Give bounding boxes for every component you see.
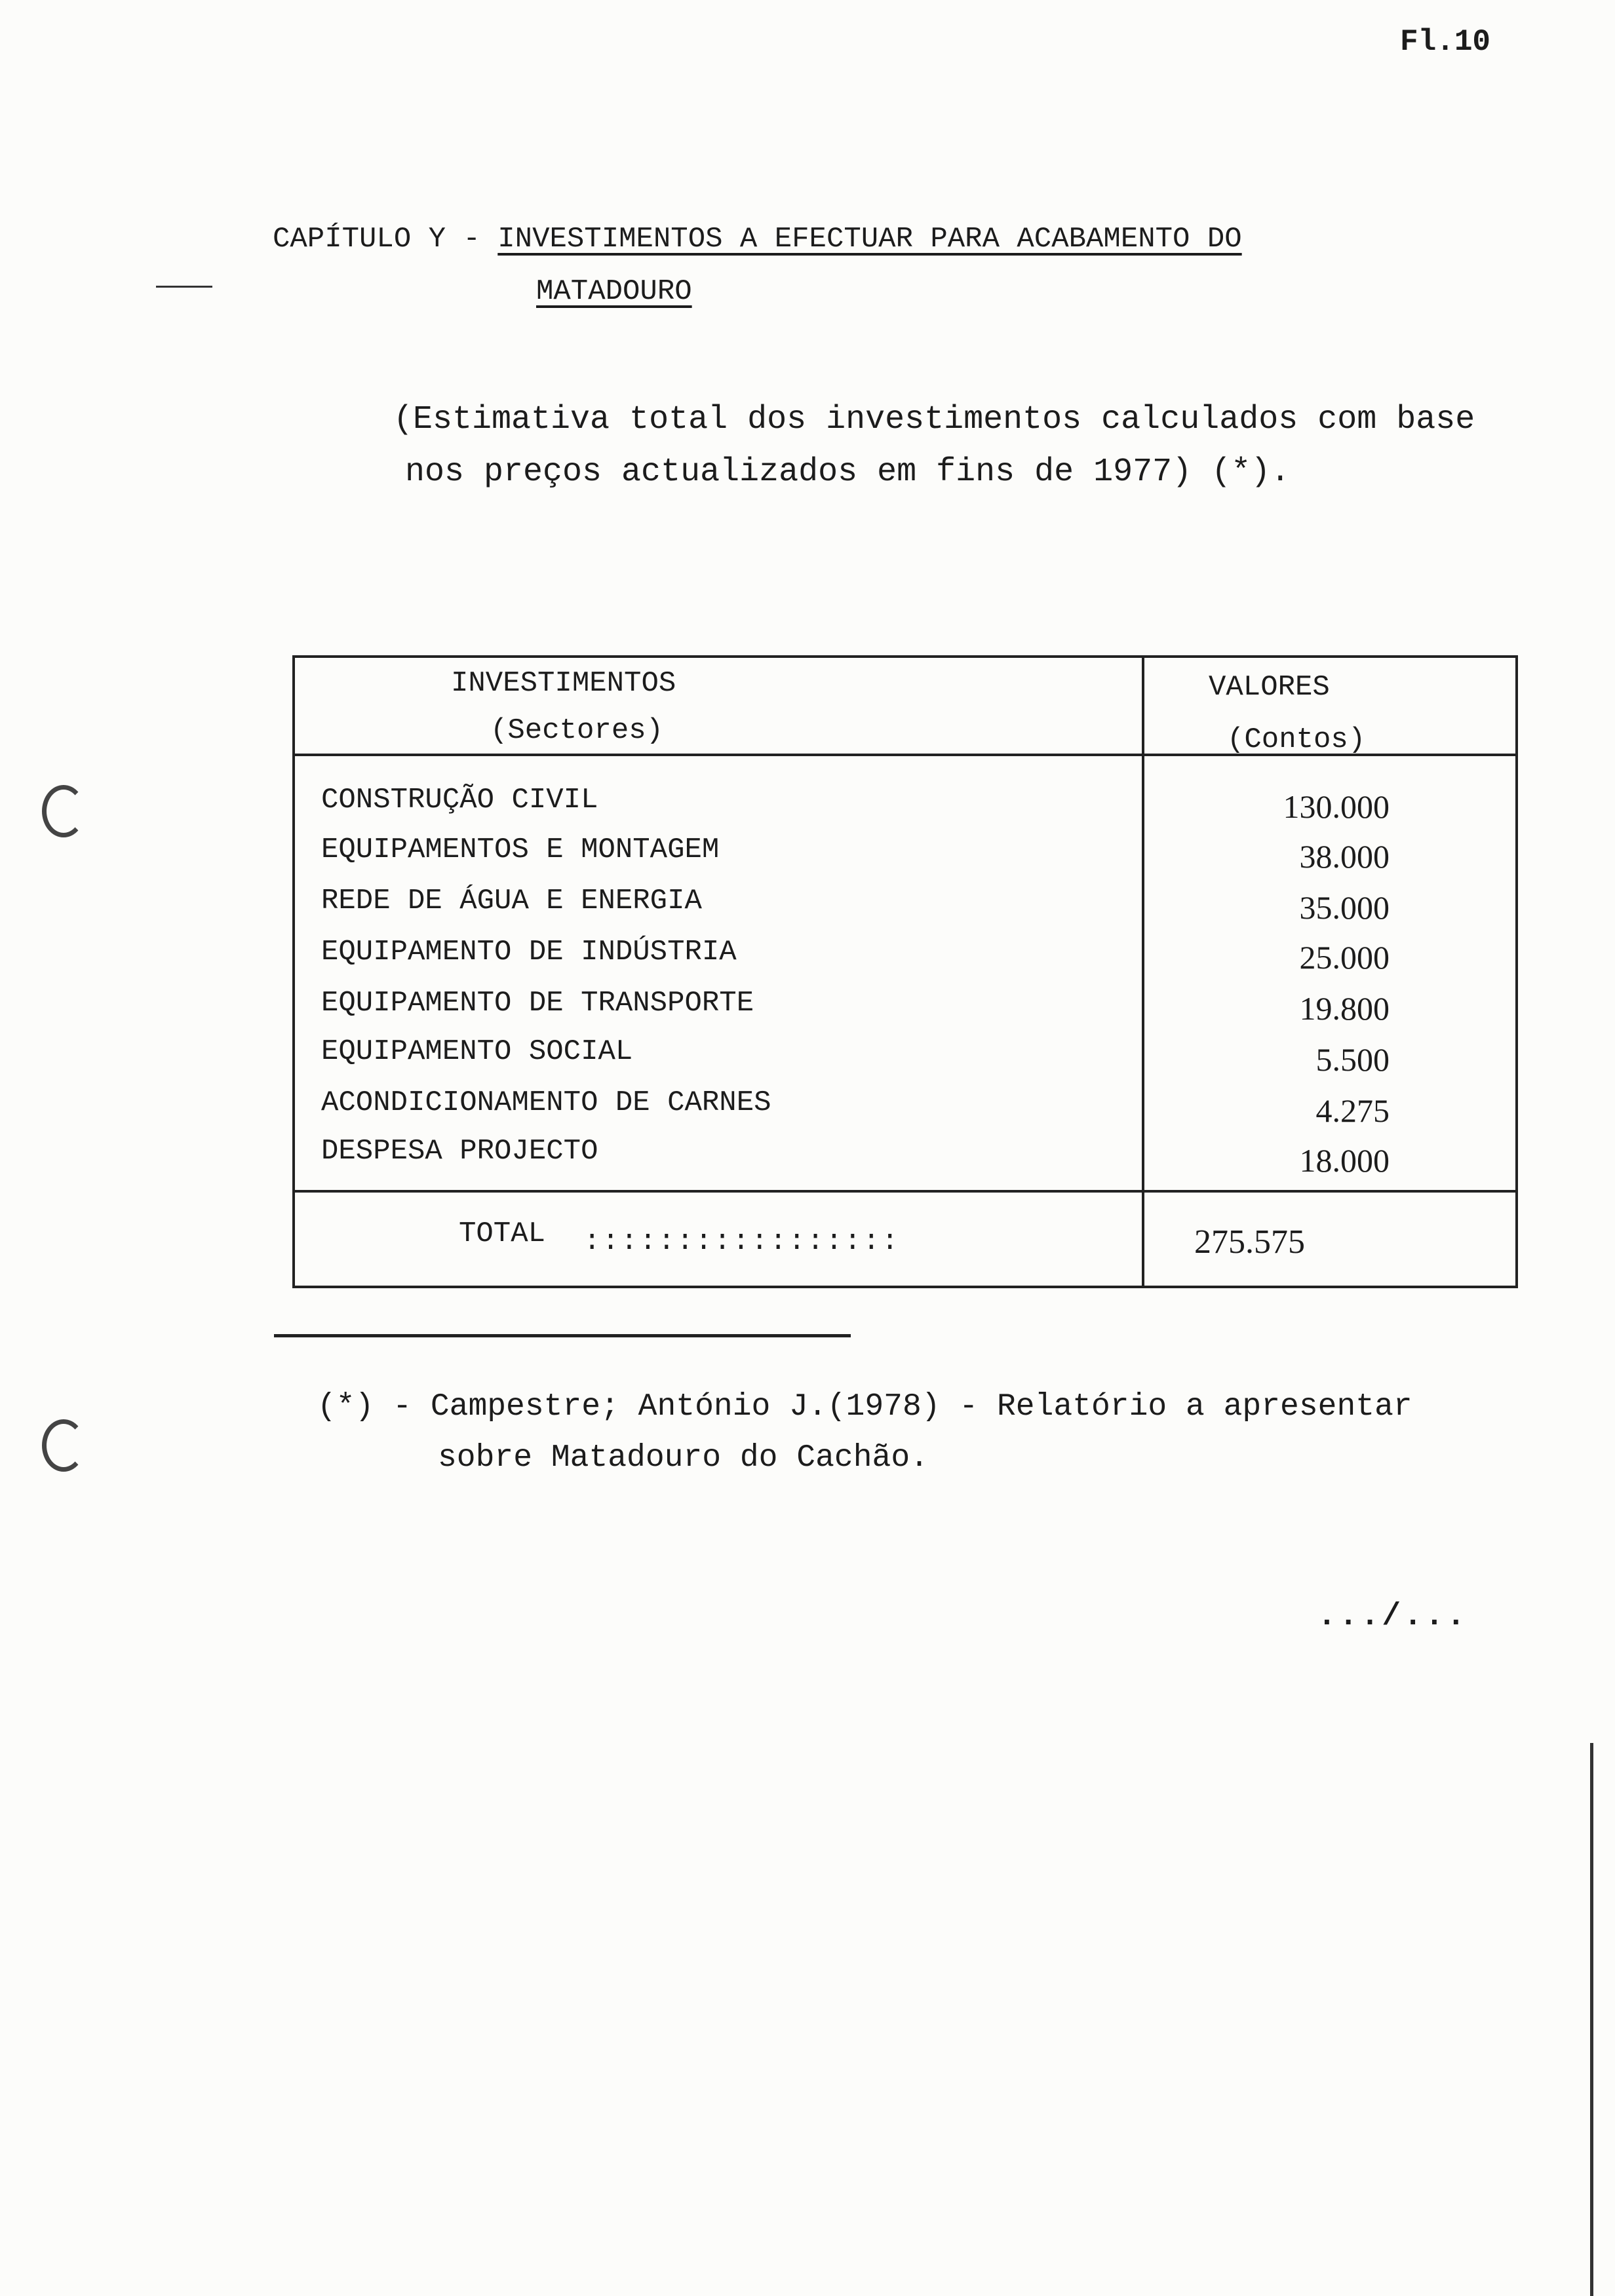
continuation-mark: .../... (1317, 1599, 1468, 1634)
footnote-rule (274, 1334, 851, 1337)
chapter-title-line1: INVESTIMENTOS A EFECTUAR PARA ACABAMENTO DO (497, 223, 1242, 256)
table-column-divider (1142, 655, 1144, 1288)
table-row-label: REDE DE ÁGUA E ENERGIA (321, 885, 702, 917)
total-dots: ::::::::::::::::: (583, 1225, 900, 1258)
table-row-value: 5.500 (1315, 1041, 1390, 1078)
header-sectores: (Sectores) (490, 714, 664, 747)
footnote-line2: sobre Matadouro do Cachão. (438, 1440, 929, 1476)
table-row-label: CONSTRUÇÃO CIVIL (321, 784, 598, 816)
table-row-value: 4.275 (1315, 1092, 1390, 1129)
total-value: 275.575 (1194, 1223, 1305, 1261)
header-investimentos: INVESTIMENTOS (451, 667, 676, 700)
intro-line1: (Estimativa total dos investimentos calculados com base (393, 401, 1475, 438)
header-contos: (Contos) (1227, 723, 1366, 756)
margin-dash-mark (156, 286, 212, 288)
table-row-label: ACONDICIONAMENTO DE CARNES (321, 1086, 771, 1119)
table-row-label: EQUIPAMENTO DE INDÚSTRIA (321, 936, 737, 968)
table-row-value: 38.000 (1299, 838, 1390, 875)
table-total-rule (292, 1190, 1518, 1193)
intro-line2: nos preços actualizados em fins de 1977) (*). (405, 453, 1291, 491)
page-edge-line (1590, 1743, 1593, 2296)
footnote-line1: (*) - Campestre; António J.(1978) - Relatório a apresentar (317, 1389, 1412, 1425)
page-number: Fl.10 (1400, 25, 1491, 59)
table-row-value: 18.000 (1299, 1142, 1390, 1179)
table-row-value: 35.000 (1299, 889, 1390, 926)
table-row-label: EQUIPAMENTOS E MONTAGEM (321, 833, 720, 866)
table-row-label: DESPESA PROJECTO (321, 1135, 598, 1168)
chapter-heading (273, 223, 1242, 256)
binder-hole-mark (42, 1419, 85, 1472)
binder-hole-mark (42, 785, 85, 837)
total-label: TOTAL (459, 1217, 546, 1250)
table-row-value: 19.800 (1299, 990, 1390, 1027)
table-row-value: 25.000 (1299, 939, 1390, 976)
chapter-prefix: CAPÍTULO Y - (273, 223, 498, 256)
table-row-value: 130.000 (1283, 788, 1390, 825)
table-row-label: EQUIPAMENTO DE TRANSPORTE (321, 987, 754, 1020)
header-valores: VALORES (1209, 671, 1330, 704)
chapter-title-line2: MATADOURO (536, 275, 692, 308)
table-row-label: EQUIPAMENTO SOCIAL (321, 1035, 633, 1068)
